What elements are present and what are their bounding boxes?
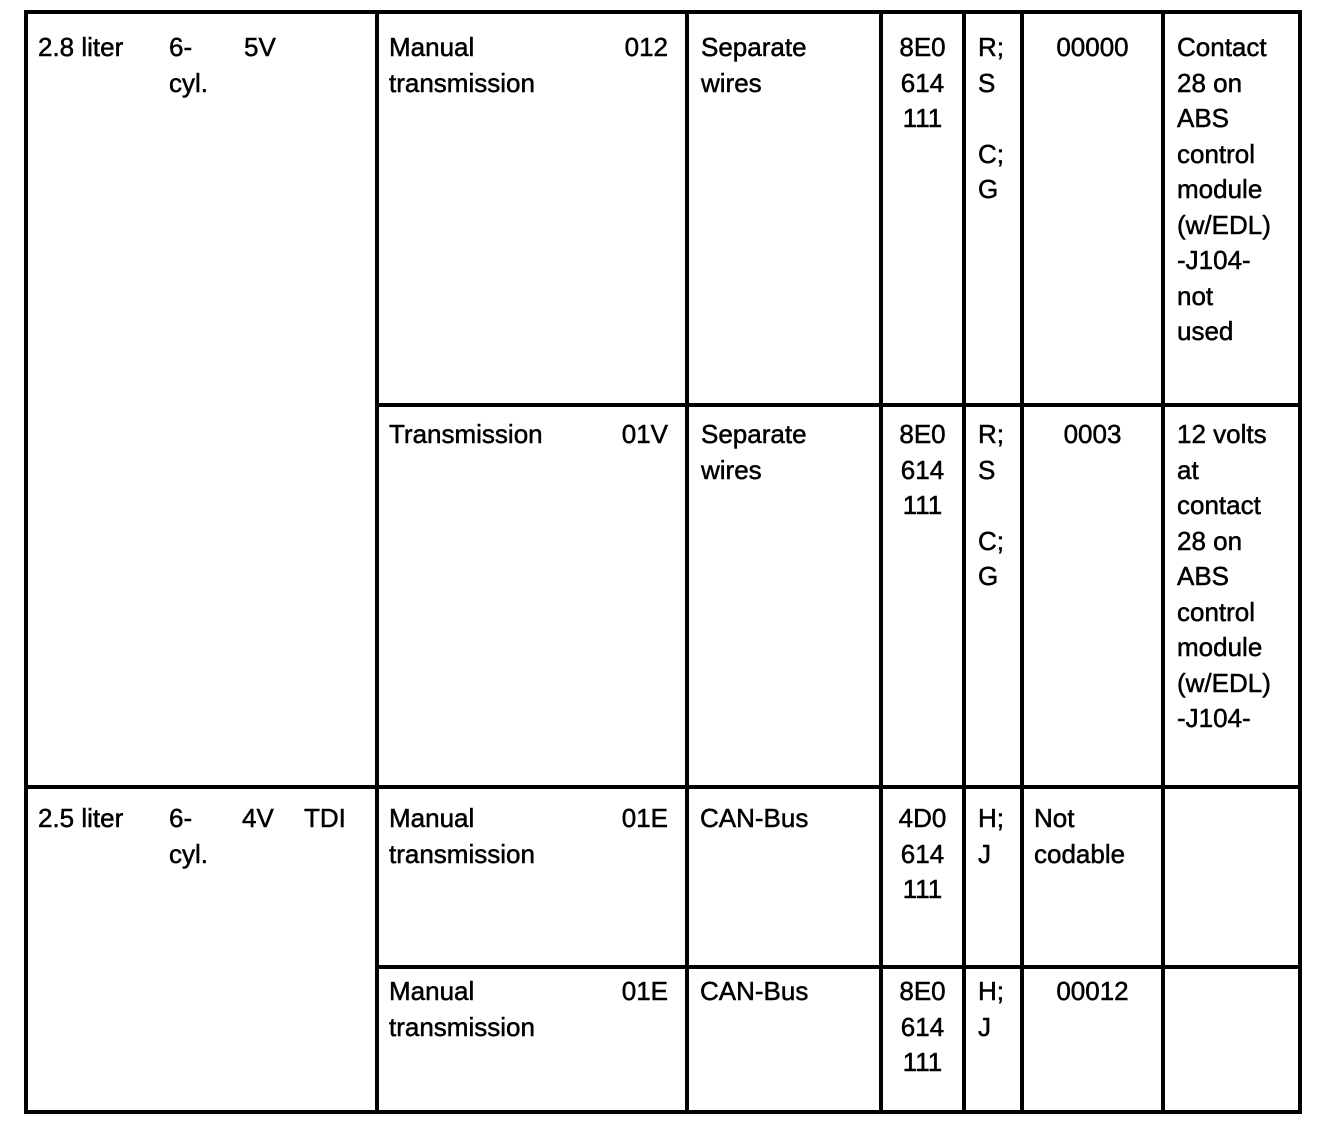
part-number: 8E0 614 111 <box>899 32 946 133</box>
connection-type: CAN-Bus <box>700 803 809 833</box>
pr-codes: R; S C; G <box>978 32 1004 204</box>
table-border-left <box>24 10 28 1114</box>
transmission-code: 01E <box>621 976 668 1006</box>
coding-value: 00012 <box>1056 976 1129 1006</box>
row-divider <box>375 403 1302 407</box>
table-border-top <box>24 10 1302 14</box>
row-divider <box>24 785 1302 789</box>
column-divider <box>1161 10 1165 1114</box>
engine-displacement: 2.5 liter <box>38 803 124 833</box>
abs-coding-table <box>24 10 1302 1114</box>
pr-codes: H; J <box>978 976 1004 1042</box>
transmission-name: Manual transmission <box>389 803 535 869</box>
transmission-name: Manual transmission <box>389 976 535 1042</box>
engine-displacement: 2.8 liter <box>38 32 124 62</box>
connection-type: Separate wires <box>701 32 807 98</box>
part-number: 8E0 614 111 <box>899 976 946 1077</box>
column-divider <box>1020 10 1024 1114</box>
connection-type: CAN-Bus <box>700 976 809 1006</box>
transmission-name: Transmission <box>389 419 543 449</box>
engine-cylinders: 6- cyl. <box>169 32 208 98</box>
transmission-name: Manual transmission <box>389 32 535 98</box>
column-divider <box>375 10 379 1114</box>
column-divider <box>962 10 966 1114</box>
pr-codes: R; S C; G <box>978 419 1004 591</box>
coding-value: Not codable <box>1034 803 1126 869</box>
engine-valves: 5V <box>244 32 276 62</box>
column-divider <box>685 10 689 1114</box>
engine-type: TDI <box>304 803 346 833</box>
transmission-code: 012 <box>624 32 668 62</box>
part-number: 8E0 614 111 <box>899 419 946 520</box>
transmission-code: 01V <box>621 419 668 449</box>
table-border-bottom <box>24 1110 1302 1114</box>
row-divider <box>375 965 1302 969</box>
coding-value: 00000 <box>1056 32 1129 62</box>
pr-codes: H; J <box>978 803 1004 869</box>
note: Contact 28 on ABS control module (w/EDL) -J104- not used <box>1177 32 1271 346</box>
coding-value: 0003 <box>1063 419 1122 449</box>
engine-cylinders: 6- cyl. <box>169 803 208 869</box>
table-border-right <box>1298 10 1302 1114</box>
column-divider <box>879 10 883 1114</box>
engine-valves: 4V <box>242 803 274 833</box>
note: 12 volts at contact 28 on ABS control module (w/EDL) -J104- <box>1177 419 1271 733</box>
connection-type: Separate wires <box>701 419 807 485</box>
transmission-code: 01E <box>621 803 668 833</box>
part-number: 4D0 614 111 <box>898 803 947 904</box>
